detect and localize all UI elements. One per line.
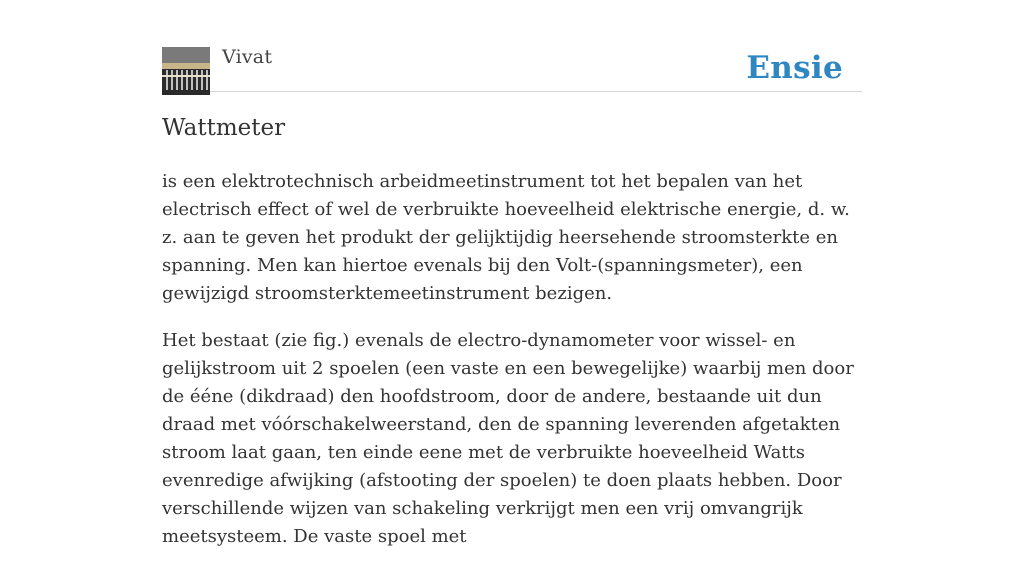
article-paragraph: Het bestaat (zie fig.) evenals de electro-dynamometer voor wissel- en gelijkstroom uit 2 spoelen (een vaste en een bewegelijke) waarbij men door de ééne (dikdraad) den hoofdstroom, door de andere, bestaande uit dun draad met vóórschakelweerstand, den de spanning leverenden afgetakten stroom laat gaan, ten einde eene met de verbruikte hoeveelheid Watts evenredige afwijking (afstooting der spoelen) te doen plaats hebben. Door verschillende wijzen van schakeling verkrijgt men een vrij omvangrijk meetsysteem. De vaste spoel met — [162, 330, 854, 547]
page-title: Wattmeter — [162, 115, 286, 141]
article-body — [162, 168, 862, 570]
author-avatar[interactable] — [162, 47, 210, 95]
article-header — [162, 0, 862, 92]
article-page — [162, 0, 862, 547]
avatar-photo-icon — [162, 47, 210, 95]
author-name[interactable]: Vivat — [222, 46, 273, 68]
brand-logo[interactable]: Ensie — [746, 50, 843, 86]
article-paragraph: is een elektrotechnisch arbeidmeetinstrument tot het bepalen van het electrisch effect of wel de verbruikte hoeveelheid elektrische energie, d. w. z. aan te geven het produkt der gelijktijdig heersehende stroomsterkte en spanning. Men kan hiertoe evenals bij den Volt-(spanningsmeter), een gewijzigd stroomsterktemeetinstrument bezigen. — [162, 171, 850, 304]
